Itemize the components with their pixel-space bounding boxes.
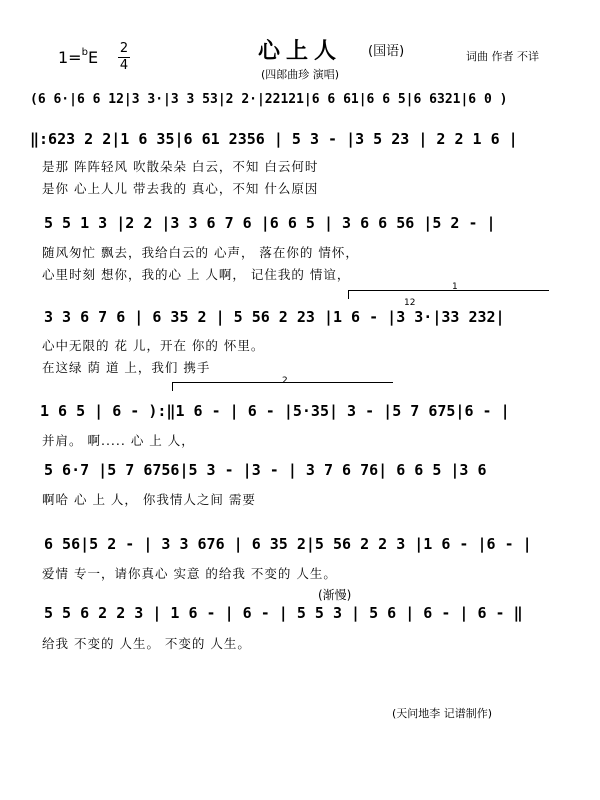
lyric-line-2a: 随风匆忙 飘去，我给白云的 心声， 落在你的 情怀， <box>42 245 359 260</box>
song-title: 心上人 <box>257 39 342 64</box>
notation-line-1: ‖:623 2 2|1 6 35|6 61 2356 | 5 3 - |3 5 23 | 2 2 1 6 | <box>30 130 518 148</box>
notation-line-4: 1 6 5 | 6 - ):‖1 6 - | 6 - |5·35| 3 - |5 7 675|6 - | <box>40 402 510 420</box>
key-letter: E <box>87 48 99 67</box>
lyric-line-1a: 是那 阵阵轻风 吹散朵朵 白云，不知 白云何时 <box>42 159 319 174</box>
key-signature <box>58 48 98 67</box>
lyric-line-5: 啊哈 心 上 人， 你我情人之间 需要 <box>42 492 256 507</box>
lyric-line-3a: 心中无限的 花 儿，开在 你的 怀里。 <box>42 338 265 353</box>
lyric-line-4: 并肩。 啊..... 心 上 人， <box>42 433 195 448</box>
notation-line-6: 6 56|5 2 - | 3 3 676 | 6 35 2|5 56 2 2 3 |1 6 - |6 - | <box>44 535 532 553</box>
tempo-mark: (渐慢) <box>318 588 352 602</box>
volta-2-label: 2 <box>282 376 288 386</box>
lyric-line-2b: 心里时刻 想你，我的心 上 人啊， 记住我的 情谊， <box>42 267 351 282</box>
notation-line-2: 5 5 1 3 |2 2 |3 3 6 7 6 |6 6 5 | 3 6 6 56 |5 2 - | <box>44 214 496 232</box>
intro-notation: (6 6·|6 6 12|3 3·|3 3 53|2 2·|22121|6 6 61|6 6 5|6 6321|6 0 ) <box>30 92 508 107</box>
lyric-line-1b: 是你 心上人儿 带去我的 真心，不知 什么原因 <box>42 181 319 196</box>
notation-line-7: 5 5 6 2 2 3 | 1 6 - | 6 - | 5 5 3 | 5 6 | 6 - | 6 - ‖ <box>44 604 523 622</box>
lyric-line-7: 给我 不变的 人生。 不变的 人生。 <box>42 636 251 651</box>
lyric-line-6: 爱情 专一，请你真心 实意 的给我 不变的 人生。 <box>42 566 337 581</box>
author-credit: 词曲 作者 不详 <box>466 50 539 63</box>
meter-top: 2 <box>119 41 129 56</box>
singer-credit: (四郎曲珍 演唱) <box>260 68 340 81</box>
meter-bottom: 4 <box>119 58 129 73</box>
volta-bracket-1 <box>348 290 549 299</box>
notation-line-3: 3 3 6 7 6 | 6 35 2 | 5 56 2 23 |1 6 - |3 3·|33 232| <box>44 308 505 326</box>
key-prefix: 1= <box>58 48 82 67</box>
notation-line-5: 5 6·7 |5 7 6756|5 3 - |3 - | 3 7 6 76| 6 6 5 |3 6 <box>44 461 487 479</box>
flat-sign: b <box>81 47 88 58</box>
volta-1-label: 1 <box>452 282 458 292</box>
transcriber-credit: (天问地李 记谱制作) <box>392 707 493 720</box>
language-note: (国语) <box>368 44 405 59</box>
grace-note-12: 12 <box>404 298 416 308</box>
lyric-line-3b: 在这绿 荫 道 上，我们 携手 <box>42 360 211 375</box>
